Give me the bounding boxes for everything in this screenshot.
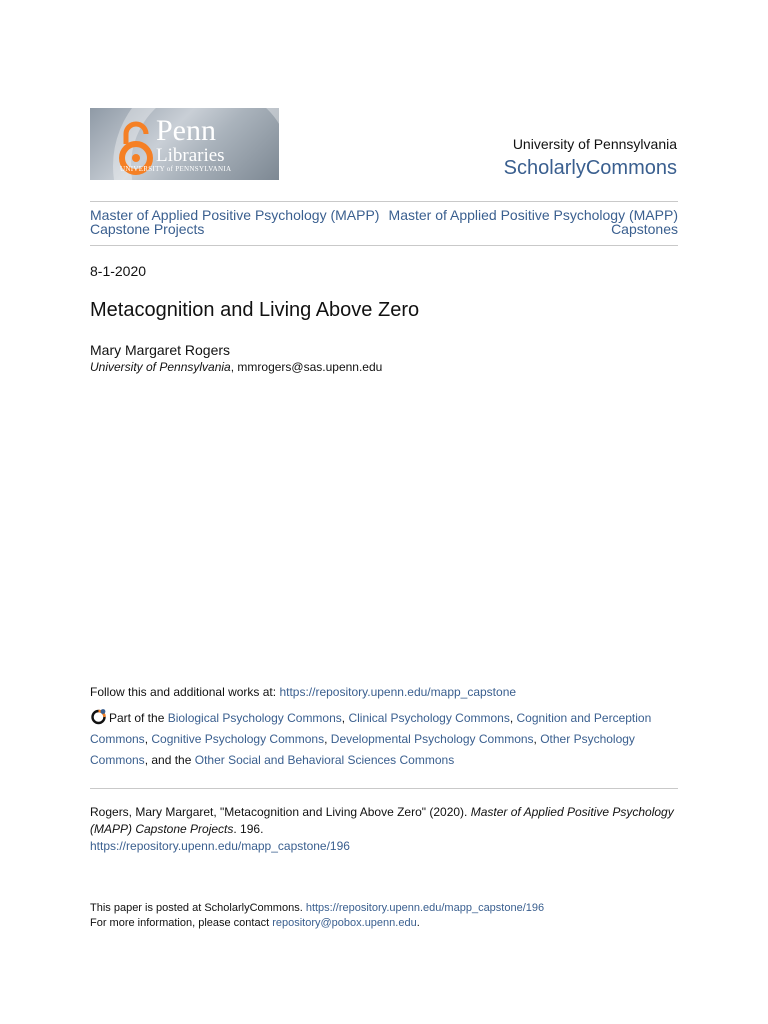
divider-citation — [90, 788, 678, 789]
follow-prefix: Follow this and additional works at: — [90, 685, 280, 699]
divider-top — [90, 201, 678, 202]
posted-prefix: This paper is posted at ScholarlyCommons. — [90, 902, 306, 914]
commons-sep: , — [509, 711, 517, 725]
scholarly-commons-link[interactable]: ScholarlyCommons — [503, 157, 677, 179]
divider-series — [90, 245, 678, 246]
recommended-citation — [90, 804, 680, 855]
author-affiliation — [90, 360, 382, 374]
contact-prefix: For more information, please contact — [90, 917, 273, 929]
commons-and-the: , and the — [144, 753, 195, 767]
follow-url-link[interactable]: https://repository.upenn.edu/mapp_capstone — [279, 685, 517, 699]
commons-link-developmental[interactable]: Developmental Psychology Commons — [330, 732, 534, 746]
posting-notice — [90, 901, 680, 931]
author-email: , mmrogers@sas.upenn.edu — [230, 360, 383, 374]
contact-email-link[interactable]: repository@pobox.upenn.edu — [272, 917, 417, 929]
follow-line — [90, 685, 516, 699]
penn-libraries-logo — [90, 108, 279, 180]
part-of-commons — [90, 708, 680, 771]
author-name: Mary Margaret Rogers — [90, 342, 231, 358]
commons-link-clinical[interactable]: Clinical Psychology Commons — [348, 711, 510, 725]
contact-end: . — [416, 917, 420, 929]
citation-prefix: Rogers, Mary Margaret, "Metacognition and Living Above Zero" (2020). — [90, 805, 471, 819]
citation-suffix: . 196. — [233, 822, 264, 836]
posted-url-link[interactable]: https://repository.upenn.edu/mapp_capstone/196 — [305, 902, 545, 914]
commons-link-cognition-perception[interactable]: Cognition and Perception Commons — [90, 711, 652, 746]
commons-link-cognitive[interactable]: Cognitive Psychology Commons — [151, 732, 325, 746]
part-of-prefix: Part of the — [109, 711, 168, 725]
logo-libraries-text: Libraries — [156, 145, 225, 166]
commons-network-icon — [90, 708, 107, 725]
paper-title: Metacognition and Living Above Zero — [90, 299, 420, 321]
citation-series: Master of Applied Positive Psychology (MAPP) Capstone Projects — [90, 805, 674, 836]
commons-sep: , — [324, 732, 331, 746]
series-link-capstones[interactable]: Master of Applied Positive Psychology (MAPP) Capstones — [388, 207, 678, 237]
series-link-capstone-projects[interactable]: Master of Applied Positive Psychology (MAPP) Capstone Projects — [90, 207, 380, 237]
commons-sep: , — [341, 711, 349, 725]
commons-link-other-social[interactable]: Other Social and Behavioral Sciences Commons — [194, 753, 455, 767]
publication-date: 8-1-2020 — [90, 263, 147, 279]
commons-link-other-psychology[interactable]: Other Psychology Commons — [90, 732, 635, 767]
commons-sep: , — [144, 732, 152, 746]
university-name: University of Pennsylvania — [512, 136, 677, 152]
logo-university-text: UNIVERSITY of PENNSYLVANIA — [120, 165, 232, 173]
logo-penn-text: Penn — [156, 114, 216, 147]
commons-link-biological[interactable]: Biological Psychology Commons — [167, 711, 342, 725]
commons-sep: , — [533, 732, 541, 746]
affiliation-name: University of Pennsylvania — [90, 360, 231, 374]
citation-url-link[interactable]: https://repository.upenn.edu/mapp_capstone/196 — [90, 839, 350, 853]
